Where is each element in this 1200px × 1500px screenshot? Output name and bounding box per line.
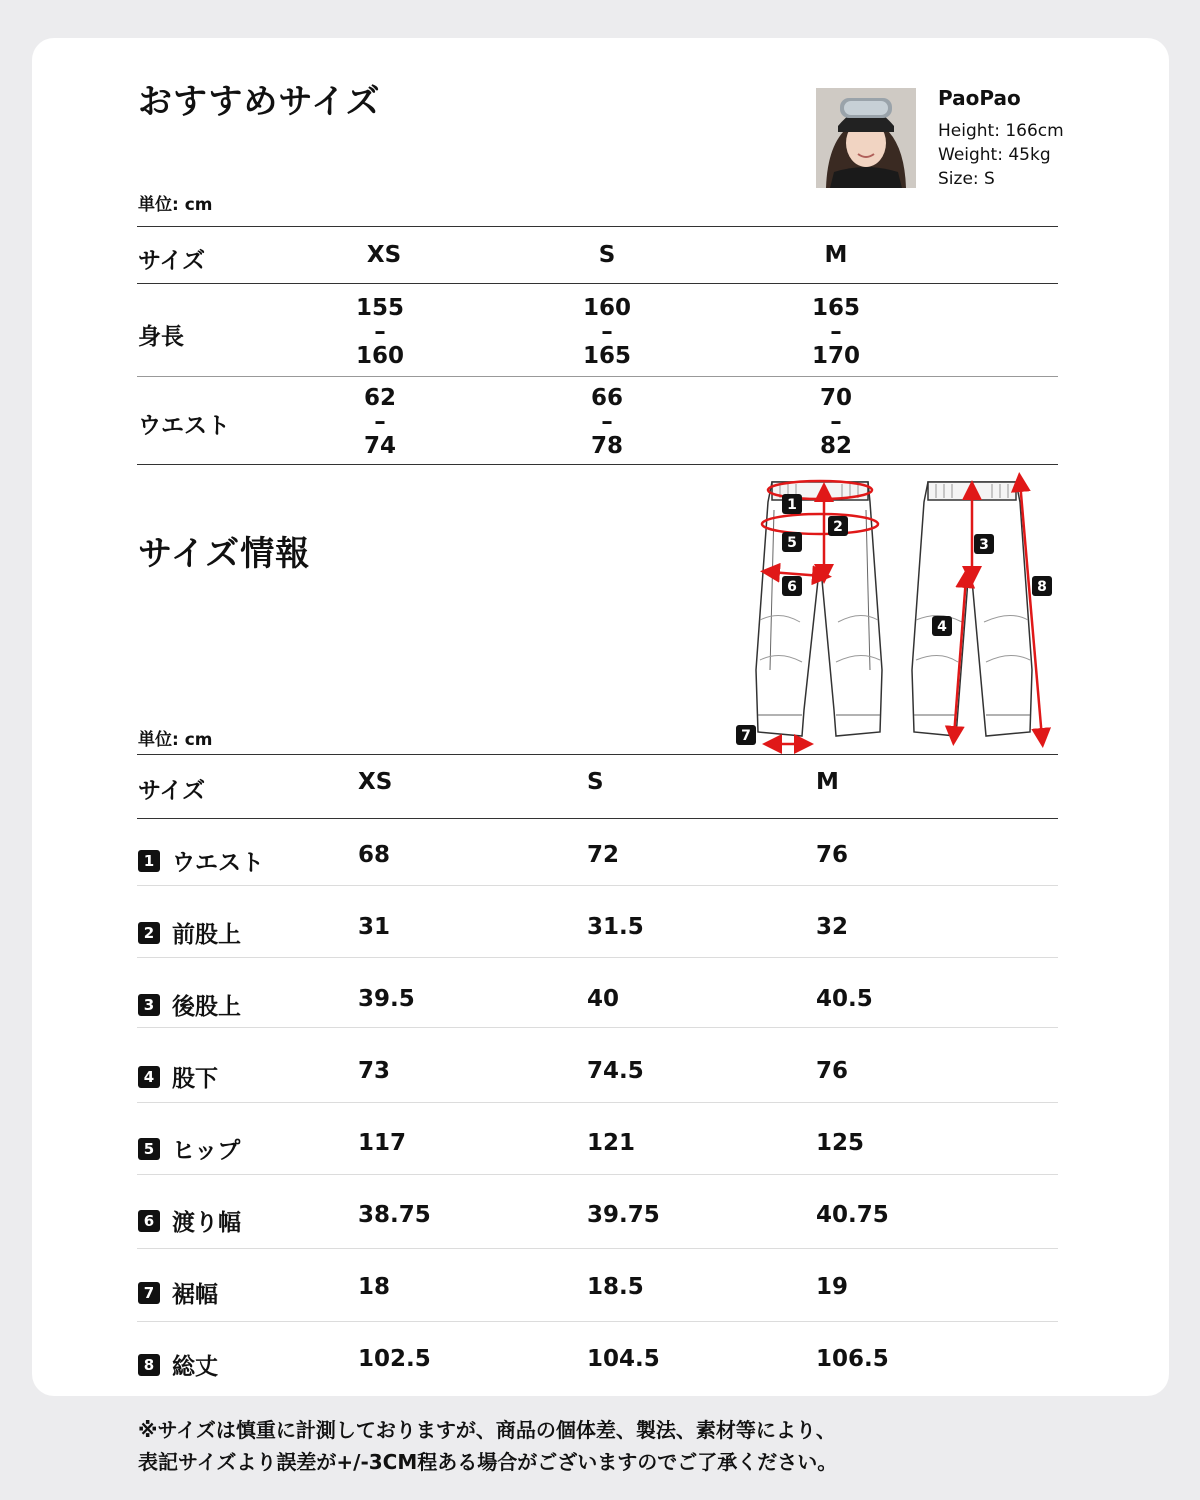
row-divider [137, 1321, 1058, 1322]
recommend-row-label: 身長 [138, 324, 184, 350]
diagram-label-8: 8 [1037, 579, 1047, 595]
model-size: Size: S [938, 169, 995, 189]
info-cell: 31.5 [587, 914, 644, 940]
row-number-badge: 2 [138, 922, 160, 944]
diagram-label-2: 2 [833, 519, 843, 535]
divider [137, 376, 1058, 377]
info-row-label [138, 916, 241, 949]
diagram-label-1: 1 [787, 497, 797, 513]
row-label-text: 総丈 [172, 1354, 218, 1380]
diagram-label-6: 6 [787, 579, 797, 595]
height-xs: 155 – 160 [355, 295, 404, 369]
row-label-text: 前股上 [172, 922, 241, 948]
info-cell: 40.5 [816, 986, 873, 1012]
row-label-text: 渡り幅 [172, 1210, 241, 1236]
diagram-label-4: 4 [937, 619, 947, 635]
model-avatar-icon [816, 88, 916, 188]
info-cell: 102.5 [358, 1346, 431, 1372]
info-row-label [138, 1276, 218, 1309]
info-cell: 40.75 [816, 1202, 889, 1228]
info-cell: 38.75 [358, 1202, 431, 1228]
info-cell: 18 [358, 1274, 391, 1300]
info-cell: 117 [358, 1130, 407, 1156]
diagram-label-7: 7 [741, 728, 751, 744]
divider [137, 818, 1058, 819]
recommend-header-xs: XS [366, 242, 402, 268]
info-cell: 104.5 [587, 1346, 660, 1372]
row-divider [137, 1102, 1058, 1103]
row-divider [137, 1174, 1058, 1175]
model-weight: Weight: 45kg [938, 145, 1051, 165]
info-row-label [138, 988, 241, 1021]
info-unit: 単位: cm [138, 730, 213, 750]
row-divider [137, 957, 1058, 958]
row-number-badge: 4 [138, 1066, 160, 1088]
info-cell: 31 [358, 914, 391, 940]
row-label-text: ウエスト [172, 850, 264, 876]
divider [137, 226, 1058, 227]
info-header-s: S [587, 769, 604, 795]
info-cell: 19 [816, 1274, 849, 1300]
recommend-header-m: M [824, 242, 848, 268]
diagram-label-3: 3 [979, 537, 989, 553]
info-cell: 39.75 [587, 1202, 660, 1228]
info-cell: 32 [816, 914, 849, 940]
recommend-title: おすすめサイズ [138, 82, 381, 122]
row-number-badge: 7 [138, 1282, 160, 1304]
info-header-m: M [816, 769, 839, 795]
row-label-text: ヒップ [172, 1138, 241, 1164]
recommend-header-label: サイズ [138, 248, 206, 274]
model-photo [816, 88, 916, 188]
height-m: 165 – 170 [811, 295, 860, 369]
info-title: サイズ情報 [138, 534, 311, 574]
row-number-badge: 1 [138, 850, 160, 872]
row-divider [137, 1248, 1058, 1249]
info-cell: 121 [587, 1130, 636, 1156]
recommend-unit: 単位: cm [138, 195, 213, 215]
note-line-1: ※サイズは慎重に計測しておりますが、商品の個体差、製法、素材等により、 [138, 1418, 836, 1442]
info-cell: 40 [587, 986, 620, 1012]
row-number-badge: 5 [138, 1138, 160, 1160]
info-cell: 76 [816, 1058, 849, 1084]
divider [137, 754, 1058, 755]
info-row-label [138, 1348, 218, 1381]
row-label-text: 股下 [172, 1066, 218, 1092]
pants-measurement-diagram [730, 470, 1060, 755]
info-cell: 74.5 [587, 1058, 644, 1084]
info-row-label [138, 1060, 218, 1093]
info-row-label [138, 1204, 241, 1237]
info-header-label: サイズ [138, 778, 206, 804]
recommend-row-label: ウエスト [138, 413, 230, 439]
info-row-label [138, 1132, 240, 1165]
info-cell: 72 [587, 842, 620, 868]
waist-m: 70 – 82 [819, 385, 852, 459]
row-divider [137, 885, 1058, 886]
info-row-label [138, 844, 264, 877]
info-cell: 76 [816, 842, 849, 868]
row-label-text: 裾幅 [172, 1282, 218, 1308]
divider [137, 283, 1058, 284]
height-s: 160 – 165 [582, 295, 631, 369]
model-name: PaoPao [938, 86, 1021, 110]
model-height: Height: 166cm [938, 121, 1064, 141]
row-label-text: 後股上 [172, 994, 241, 1020]
info-cell: 18.5 [587, 1274, 644, 1300]
row-number-badge: 6 [138, 1210, 160, 1232]
waist-s: 66 – 78 [590, 385, 623, 459]
info-header-xs: XS [358, 769, 393, 795]
info-cell: 73 [358, 1058, 391, 1084]
info-cell: 106.5 [816, 1346, 889, 1372]
note-line-2: 表記サイズより誤差が+/-3CM程ある場合がございますのでご了承ください。 [138, 1450, 838, 1474]
pants-front-icon [756, 482, 882, 736]
row-divider [137, 1027, 1058, 1028]
row-number-badge: 3 [138, 994, 160, 1016]
divider [137, 464, 1058, 465]
row-number-badge: 8 [138, 1354, 160, 1376]
recommend-header-s: S [598, 242, 616, 268]
waist-xs: 62 – 74 [363, 385, 396, 459]
info-cell: 68 [358, 842, 391, 868]
info-cell: 125 [816, 1130, 865, 1156]
diagram-label-5: 5 [787, 535, 797, 551]
info-cell: 39.5 [358, 986, 415, 1012]
